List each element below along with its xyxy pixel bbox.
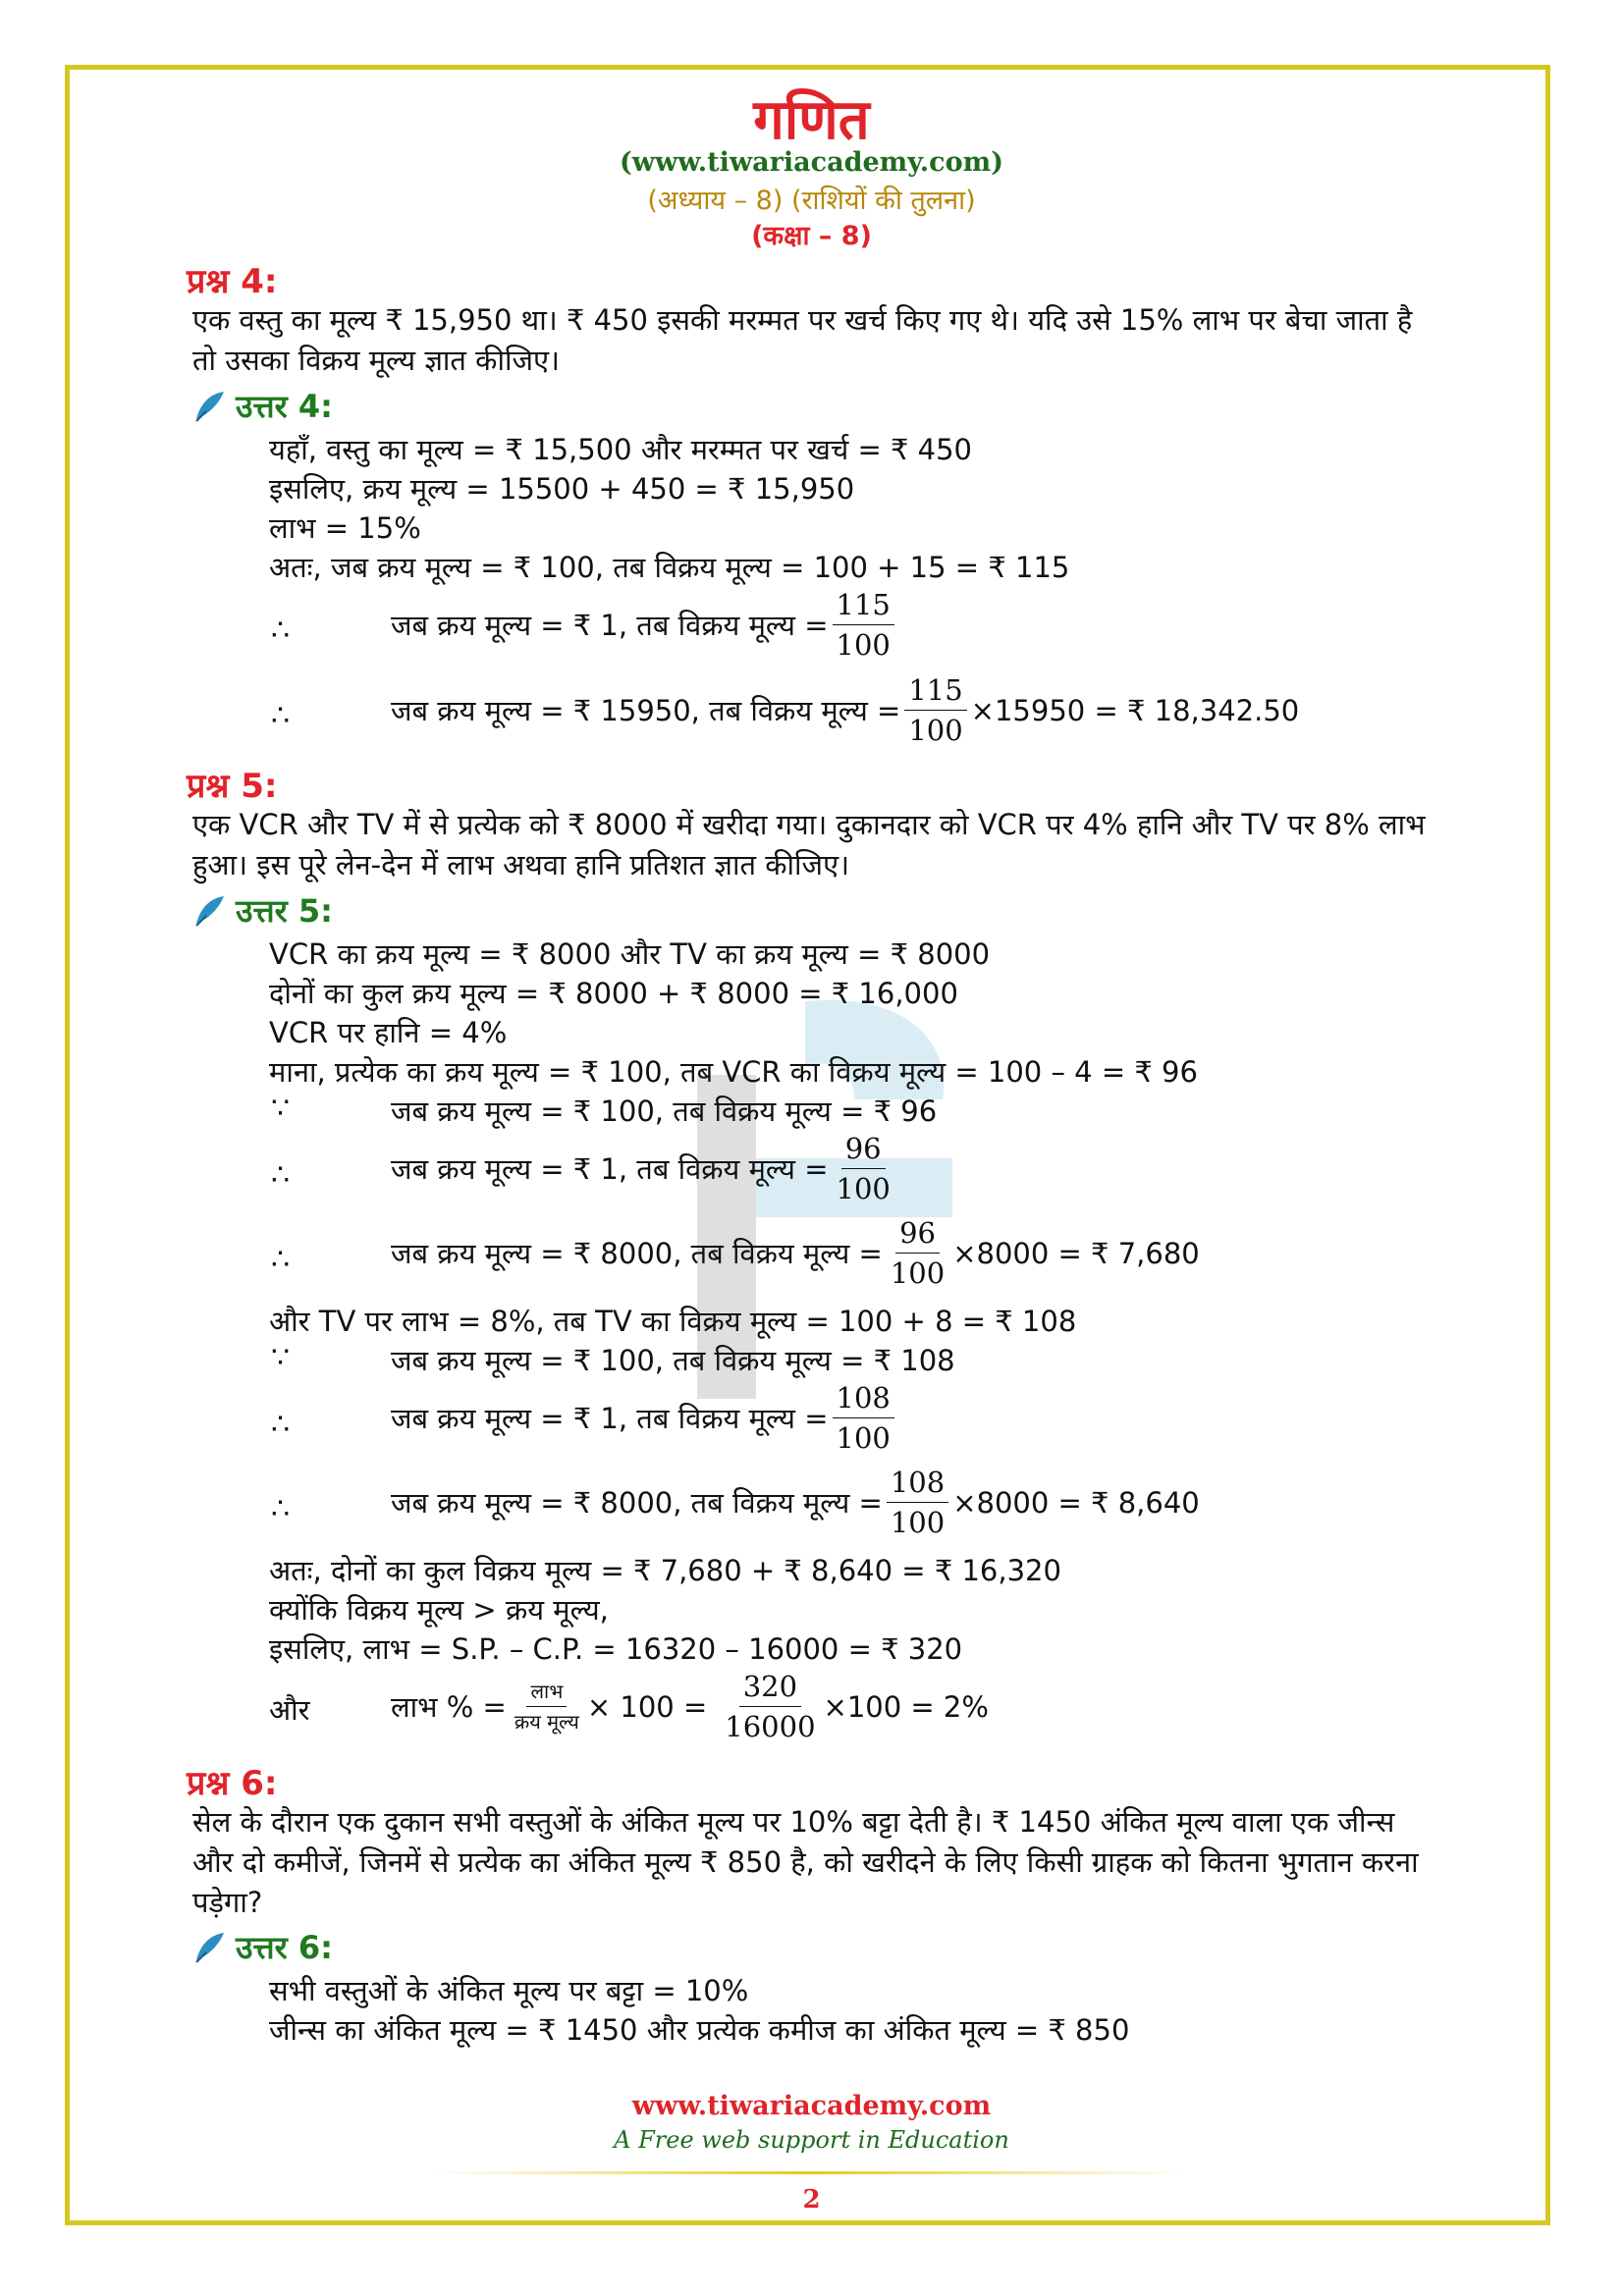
answer-5-calc-1 bbox=[391, 1092, 937, 1130]
therefore-symbol: ∴ bbox=[271, 614, 291, 648]
answer-4-calc-1 bbox=[391, 587, 898, 663]
numerator: 96 bbox=[841, 1131, 886, 1169]
calc-text: जब क्रय मूल्य = ₹ 1, तब विक्रय मूल्य = bbox=[391, 1152, 829, 1186]
footer-url[interactable]: www.tiwariacademy.com bbox=[631, 2091, 992, 2121]
therefore-symbol: ∴ bbox=[271, 1158, 291, 1193]
page-number: 2 bbox=[802, 2185, 821, 2215]
calc-text: जब क्रय मूल्य = ₹ 100, तब विक्रय मूल्य = ₹ 108 bbox=[391, 1344, 955, 1377]
answer-5-final-formula bbox=[391, 1669, 989, 1744]
fraction bbox=[511, 1679, 583, 1735]
fraction bbox=[887, 1465, 948, 1540]
because-symbol: ∵ bbox=[271, 1092, 291, 1126]
numerator: 320 bbox=[739, 1669, 801, 1707]
because-symbol: ∵ bbox=[271, 1341, 291, 1375]
therefore-symbol: ∴ bbox=[271, 1492, 291, 1526]
numerator: 108 bbox=[833, 1380, 894, 1418]
answer-5-line: दोनों का कुल क्रय मूल्य = ₹ 8000 + ₹ 8000 = ₹ 16,000 bbox=[269, 977, 958, 1010]
denominator: क्रय मूल्य bbox=[514, 1710, 579, 1734]
therefore-symbol: ∴ bbox=[271, 699, 291, 733]
page-title: गणित bbox=[753, 88, 870, 152]
class-label: (कक्षा – 8) bbox=[751, 221, 872, 251]
fraction bbox=[887, 1215, 948, 1291]
fraction bbox=[833, 587, 894, 663]
numerator: 115 bbox=[904, 672, 966, 711]
denominator: 100 bbox=[890, 1256, 946, 1290]
fraction bbox=[721, 1669, 819, 1744]
question-4-text: एक वस्तु का मूल्य ₹ 15,950 था। ₹ 450 इसकी मरम्मत पर खर्च किए गए थे। यदि उसे 15% लाभ पर बेचा जाता है तो उसका विक्रय मूल्य ज्ञात कीजिए। bbox=[192, 303, 1413, 377]
calc-result: ×8000 = ₹ 7,680 bbox=[952, 1236, 1200, 1270]
quill-icon bbox=[192, 894, 228, 928]
answer-4-line: अतः, जब क्रय मूल्य = ₹ 100, तब विक्रय मूल्य = 100 + 15 = ₹ 115 bbox=[269, 551, 1070, 584]
quill-icon bbox=[192, 390, 228, 423]
answer-5-line: अतः, दोनों का कुल विक्रय मूल्य = ₹ 7,680 + ₹ 8,640 = ₹ 16,320 bbox=[269, 1554, 1061, 1587]
question-6-label: प्रश्न 6: bbox=[187, 1764, 278, 1803]
question-5-text: एक VCR और TV में से प्रत्येक को ₹ 8000 में खरीदा गया। दुकानदार को VCR पर 4% हानि और TV पर 8% लाभ हुआ। इस पूरे लेन-देन में लाभ अथवा हानि प्रतिशत ज्ञात कीजिए। bbox=[192, 808, 1426, 881]
answer-5-label: उत्तर 5: bbox=[236, 892, 333, 930]
answer-5-tv-line: और TV पर लाभ = 8%, तब TV का विक्रय मूल्य = 100 + 8 = ₹ 108 bbox=[269, 1305, 1077, 1338]
numerator: 96 bbox=[895, 1215, 940, 1254]
calc-result: ×8000 = ₹ 8,640 bbox=[952, 1485, 1200, 1520]
calc-text: जब क्रय मूल्य = ₹ 8000, तब विक्रय मूल्य = bbox=[391, 1237, 883, 1270]
denominator: 16000 bbox=[725, 1710, 816, 1743]
calc-text: जब क्रय मूल्य = ₹ 1, तब विक्रय मूल्य = bbox=[391, 1402, 829, 1435]
formula-result: ×100 = 2% bbox=[823, 1689, 989, 1724]
header-url: (www.tiwariacademy.com) bbox=[620, 147, 1003, 178]
answer-5-heading bbox=[192, 889, 333, 932]
denominator: 100 bbox=[836, 1421, 891, 1455]
answer-5-line: माना, प्रत्येक का क्रय मूल्य = ₹ 100, तब VCR का विक्रय मूल्य = 100 – 4 = ₹ 96 bbox=[269, 1055, 1198, 1089]
answer-4-label: उत्तर 4: bbox=[236, 388, 333, 425]
answer-4-line: लाभ = 15% bbox=[269, 511, 421, 545]
question-6-text: सेल के दौरान एक दुकान सभी वस्तुओं के अंकित मूल्य पर 10% बट्टा देती है। ₹ 1450 अंकित मूल्य वाला एक जीन्स और दो कमीजें, जिनमें से प्रत्येक का अंकित मूल्य ₹ 850 है, को खरीदने के लिए किसी ग्राहक को कितना भुगतान करना पड़ेगा? bbox=[192, 1805, 1419, 1919]
calc-text: जब क्रय मूल्य = ₹ 8000, तब विक्रय मूल्य = bbox=[391, 1486, 883, 1520]
calc-text: जब क्रय मूल्य = ₹ 1, तब विक्रय मूल्य = bbox=[391, 609, 829, 642]
answer-6-heading bbox=[192, 1926, 333, 1968]
answer-5-line: VCR का क्रय मूल्य = ₹ 8000 और TV का क्रय मूल्य = ₹ 8000 bbox=[269, 937, 991, 971]
fraction bbox=[904, 672, 966, 748]
numerator: 115 bbox=[833, 587, 894, 625]
question-5-label: प्रश्न 5: bbox=[187, 767, 278, 806]
formula-lhs: लाभ % = bbox=[391, 1690, 507, 1724]
answer-5-calc-4 bbox=[391, 1341, 955, 1379]
footer-tagline: A Free web support in Education bbox=[614, 2126, 1009, 2154]
answer-5-final-lead: और bbox=[269, 1693, 310, 1727]
chapter-label: (अध्याय – 8) (राशियों की तुलना) bbox=[647, 186, 976, 216]
denominator: 100 bbox=[836, 1172, 891, 1205]
answer-4-line: यहाँ, वस्तु का मूल्य = ₹ 15,500 और मरम्मत पर खर्च = ₹ 450 bbox=[269, 433, 972, 466]
quill-icon bbox=[192, 1931, 228, 1964]
answer-5-calc-3 bbox=[391, 1215, 1200, 1291]
answer-4-line: इसलिए, क्रय मूल्य = 15500 + 450 = ₹ 15,950 bbox=[269, 472, 855, 506]
numerator: 108 bbox=[887, 1465, 948, 1503]
footer-divider bbox=[432, 2171, 1188, 2174]
answer-4-heading bbox=[192, 385, 333, 427]
fraction bbox=[833, 1380, 894, 1456]
denominator: 100 bbox=[836, 628, 891, 662]
answer-5-line: इसलिए, लाभ = S.P. – C.P. = 16320 – 16000 = ₹ 320 bbox=[269, 1632, 963, 1666]
denominator: 100 bbox=[908, 714, 963, 747]
fraction bbox=[833, 1131, 894, 1206]
answer-5-calc-6 bbox=[391, 1465, 1200, 1540]
answer-5-calc-5 bbox=[391, 1380, 898, 1456]
therefore-symbol: ∴ bbox=[271, 1408, 291, 1442]
answer-6-line: सभी वस्तुओं के अंकित मूल्य पर बट्टा = 10% bbox=[269, 1974, 749, 2007]
answer-5-line: VCR पर हानि = 4% bbox=[269, 1016, 508, 1049]
question-4-label: प्रश्न 4: bbox=[187, 262, 278, 301]
numerator: लाभ bbox=[526, 1679, 567, 1707]
formula-mid: × 100 = bbox=[586, 1689, 708, 1724]
answer-5-calc-2 bbox=[391, 1131, 898, 1206]
therefore-symbol: ∴ bbox=[271, 1243, 291, 1277]
calc-text: जब क्रय मूल्य = ₹ 15950, तब विक्रय मूल्य = bbox=[391, 694, 901, 727]
denominator: 100 bbox=[890, 1506, 946, 1539]
answer-5-line: क्योंकि विक्रय मूल्य > क्रय मूल्य, bbox=[269, 1593, 609, 1627]
calc-text: जब क्रय मूल्य = ₹ 100, तब विक्रय मूल्य = ₹ 96 bbox=[391, 1095, 938, 1128]
answer-4-calc-2 bbox=[391, 672, 1299, 748]
calc-result: ×15950 = ₹ 18,342.50 bbox=[970, 693, 1300, 727]
answer-6-label: उत्तर 6: bbox=[236, 1929, 333, 1966]
answer-6-line: जीन्स का अंकित मूल्य = ₹ 1450 और प्रत्येक कमीज का अंकित मूल्य = ₹ 850 bbox=[269, 2013, 1130, 2047]
